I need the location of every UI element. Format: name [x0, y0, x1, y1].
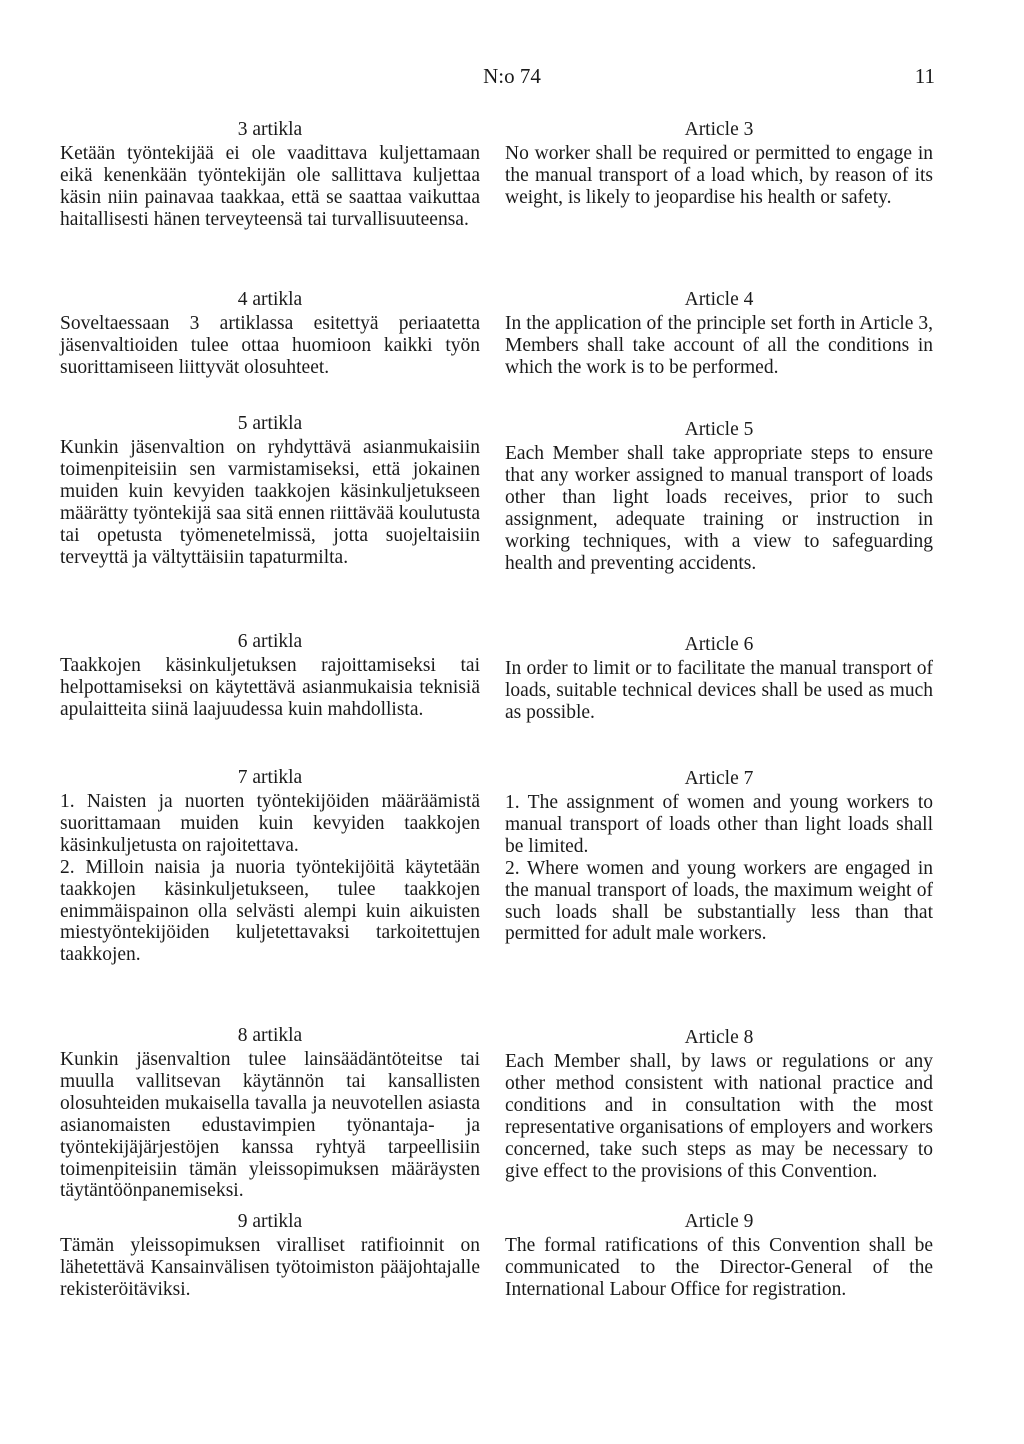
article-heading: Article 4 [684, 289, 754, 310]
article-heading: Article 7 [684, 768, 754, 789]
article-paragraph: Ketään työntekijää ei ole vaadittava kuljettamaan eikä kenenkään työntekijän ole sallittava kuljettaa käsin niin painavaa taakkaa, että se saattaa vaikuttaa haitallisesti hänen terveyteensä tai turvallisuuteensa. [60, 143, 480, 230]
article-paragraph: Each Member shall take appropriate steps to ensure that any worker assigned to manual transport of loads other than light loads receives, prior to such assignment, adequate training or instruction in working techniques, with a view to safeguarding health and preventing accidents. [505, 443, 933, 574]
article-paragraph: 1. The assignment of women and young workers to manual transport of loads other than light loads shall be limited. [505, 792, 933, 857]
article-heading: 5 artikla [237, 413, 303, 434]
article-heading: 8 artikla [237, 1025, 303, 1046]
article-paragraph: In the application of the principle set forth in Article 3, Members shall take account of all the conditions in which the work is to be performed. [505, 313, 933, 378]
en-article-7 [505, 767, 933, 945]
article-paragraph: 2. Where women and young workers are engaged in the manual transport of loads, the maximum weight of such loads shall be substantially less than that permitted for adult male workers. [505, 857, 933, 945]
en-article-5 [505, 418, 933, 574]
article-paragraph: Each Member shall, by laws or regulations or any other method consistent with national practice and conditions and in consultation with the most representative organisations of employers and workers concerned, take such steps as may be necessary to give effect to the provisions of this Convention. [505, 1051, 933, 1182]
article-heading: 3 artikla [237, 119, 303, 140]
article-paragraph: Kunkin jäsenvaltion on ryhdyttävä asianmukaisiin toimenpiteisiin sen varmistamiseksi, että jokainen muiden kuin kevyiden taakkojen käsinkuljetukseen määrätty työntekijä saa sitä ennen riittävää koulutusta tai opetusta työmenetelmissä, jotta suojeltaisiin terveyttä ja vältyttäisiin tapaturmilta. [60, 437, 480, 568]
article-heading: Article 3 [684, 119, 754, 140]
convention-number: N:o 74 [483, 64, 541, 88]
article-heading: 9 artikla [237, 1211, 303, 1232]
article-paragraph: 1. Naisten ja nuorten työntekijöiden määräämistä suorittamaan muiden kuin kevyiden taakkojen käsinkuljetusta on rajoitettava. [60, 791, 480, 856]
article-paragraph: Taakkojen käsinkuljetuksen rajoittamiseksi tai helpottamiseksi on käytettävä asianmukaisia teknisiä apulaitteita siinä laajuudessa kuin mahdollista. [60, 655, 480, 720]
en-article-8 [505, 1026, 933, 1182]
fi-article-5 [60, 412, 480, 568]
article-paragraph: The formal ratifications of this Convention shall be communicated to the Director-General of the International Labour Office for registration. [505, 1235, 933, 1300]
fi-article-9 [60, 1210, 480, 1301]
article-paragraph: Soveltaessaan 3 artiklassa esitettyä periaatetta jäsenvaltioiden tulee ottaa huomioon kaikki työn suorittamiseen liittyvät olosuhteet. [60, 313, 480, 378]
article-paragraph: In order to limit or to facilitate the manual transport of loads, suitable technical devices shall be used as much as possible. [505, 658, 933, 723]
article-paragraph: Tämän yleissopimuksen viralliset ratifioinnit on lähetettävä Kansainvälisen työtoimiston pääjohtajalle rekisteröitäviksi. [60, 1235, 480, 1300]
en-article-6 [505, 633, 933, 724]
fi-article-3 [60, 118, 480, 231]
page-number: 11 [914, 64, 935, 88]
fi-article-8 [60, 1024, 480, 1202]
article-heading: 7 artikla [237, 767, 303, 788]
fi-article-7 [60, 766, 480, 966]
article-paragraph: Kunkin jäsenvaltion tulee lainsäädäntöteitse tai muulla vallitsevan käytännön tai kansallisten olosuhteiden mukaisella tavalla ja neuvotellen asiasta asianomaisten edustavimpien työnantaja- ja työntekijäjärjestöjen kanssa ryhtyä tarpeellisiin toimenpiteisiin tämän yleissopimuksen määräysten täytäntöönpanemiseksi. [60, 1049, 480, 1202]
fi-article-4 [60, 288, 480, 379]
article-heading: Article 6 [684, 634, 754, 655]
article-heading: Article 5 [684, 419, 754, 440]
article-heading: Article 8 [684, 1027, 754, 1048]
article-heading: 4 artikla [237, 289, 303, 310]
article-paragraph: 2. Milloin naisia ja nuoria työntekijöitä käytetään taakkojen käsinkuljetukseen, tulee taakkojen enimmäispainon olla selvästi alempi kuin aikuisten miestyöntekijöiden kuljetettavaksi tarkoitettujen taakkojen. [60, 856, 480, 966]
en-article-3 [505, 118, 933, 209]
en-article-4 [505, 288, 933, 379]
article-paragraph: No worker shall be required or permitted to engage in the manual transport of a load which, by reason of its weight, is likely to jeopardise his health or safety. [505, 143, 933, 208]
article-heading: Article 9 [684, 1211, 754, 1232]
fi-article-6 [60, 630, 480, 721]
article-heading: 6 artikla [237, 631, 303, 652]
en-article-9 [505, 1210, 933, 1301]
